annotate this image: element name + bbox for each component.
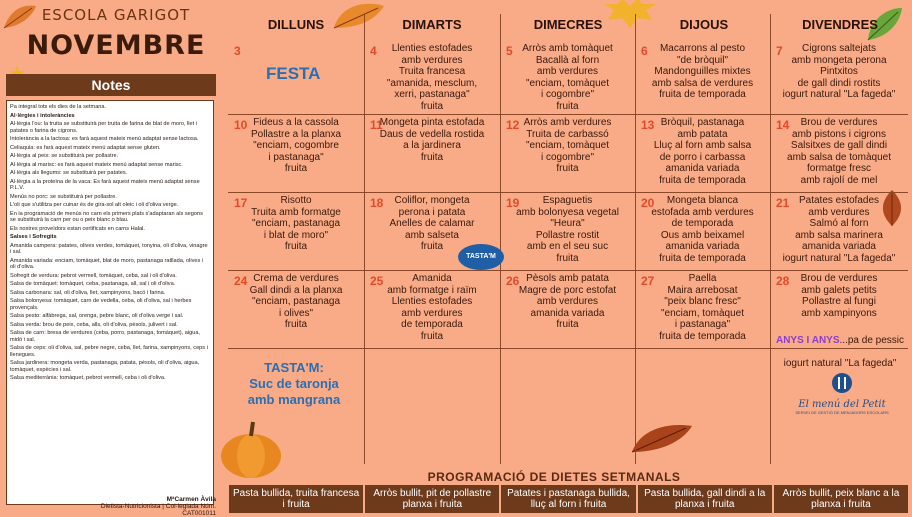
note-paragraph: Al·lèrgies i intoleràncies	[10, 112, 75, 119]
anys-suffix: ...pa de pessic	[839, 334, 904, 346]
note-paragraph: Salsa bolonyesa: tomàquet, carn de vedella, ceba, oli d'oliva, sal i herbes provençals.	[10, 298, 192, 311]
note-paragraph: Al·lèrgia a la proteïna de la vaca: Es farà aquest mateix menú adaptat sense P.L.V.	[10, 178, 200, 191]
weekday-thursday: DIJOUS	[679, 17, 729, 32]
school-name: ESCOLA GARIGOT	[41, 6, 191, 24]
day-menu: Mongeta blanca estofada amb verdures de temporada Ous amb beixamel amanida variada fruita de temporada	[651, 195, 754, 264]
day-number: 19	[506, 196, 520, 210]
day-number: 27	[641, 274, 655, 288]
diet-monday: Pasta bullida, truita francesa i fruita	[229, 485, 363, 513]
logo-text: El menú del Petit	[798, 399, 886, 410]
day-number: 12	[506, 118, 520, 132]
day-menu: Fideus a la cassola Pollastre a la planxa "enciam, cogombre i pastanaga" fruita	[250, 117, 342, 174]
note-paragraph: Salsa carbonara: sal, oli d'oliva, llet, xampinyons, bacó i farina.	[10, 289, 166, 296]
month-title: NOVEMBRE	[26, 30, 206, 61]
day-number: 14	[776, 118, 790, 132]
note-paragraph: Salsa de carn: bresa de verdures (ceba, porro, pastanaga, tomàquet), aigua, midó i sal.	[10, 330, 200, 343]
day-number: 6	[641, 44, 648, 58]
cutlery-logo-icon	[831, 372, 853, 394]
note-paragraph: Pa integral tots els dies de la setmana.	[10, 104, 107, 110]
note-paragraph: Al·lèrgia al marisc: es farà aquest mateix menú adaptat sense marisc.	[10, 161, 183, 168]
day-number: 7	[776, 44, 783, 58]
diets-title: PROGRAMACIÓ DE DIETES SETMANALS	[427, 470, 681, 484]
diets-row	[229, 485, 908, 513]
day-number: 21	[776, 196, 790, 210]
note-paragraph: Celiaquia: es farà aquest mateix menú adaptat sense gluten.	[10, 144, 161, 151]
autumn-leaf-icon	[2, 2, 38, 30]
day-number: 26	[506, 274, 520, 288]
day-menu: Risotto Truita amb formatge "enciam, pastanaga i blat de moro" fruita	[251, 195, 341, 252]
logo	[780, 372, 904, 415]
note-paragraph: Al·lèrgia als llegums: se substituirà per patates.	[10, 170, 128, 176]
day-menu: Brou de verdures amb galets petits Pollastre al fungi amb xampinyons	[800, 273, 878, 319]
day-number: 24	[234, 274, 248, 288]
festa-label: FESTA	[266, 64, 321, 83]
weekday-wednesday: DIMECRES	[533, 17, 603, 32]
signature-role: Dietista-Nutricionista | Col·legiada Núm. CAT001011	[100, 503, 216, 517]
note-paragraph: Intolerància a la lactosa: es farà aquest mateix menú adaptat sense lactosa.	[10, 136, 199, 142]
tastam-badge: TASTA'M	[458, 244, 504, 270]
note-paragraph: Salsa jardinera: mongeta verda, pastanaga, patata, pèsols, oli d'oliva, aigua, tomàquet, espècies i sal.	[10, 360, 200, 373]
day-number: 28	[776, 274, 790, 288]
anys-i-anys: ANYS I ANYS	[775, 334, 840, 346]
diet-thursday: Pasta bullida, gall dindi a la planxa i fruita	[638, 485, 772, 513]
day-menu: Arròs amb tomàquet Bacallà al forn amb verdures "enciam, tomàquet i cogombre" fruita	[522, 43, 613, 112]
diet-tuesday: Arròs bullit, pit de pollastre planxa i fruita	[365, 485, 499, 513]
day-number: 13	[641, 118, 655, 132]
weekday-tuesday: DIMARTS	[402, 17, 462, 32]
note-paragraph: Amanida variada: enciam, tomàquet, blat de moro, pastanaga ratllada, olives i oli d'oliva.	[10, 257, 204, 270]
day-menu: Amanida amb formatge i raïm Llenties estofades amb verdures de temporada fruita	[387, 273, 477, 342]
diet-wednesday: Patates i pastanaga bullida, lluç al forn i fruita	[501, 485, 635, 513]
day-number: 25	[370, 274, 384, 288]
note-paragraph: L'oli que s'utilitza per cuinar és de gira-sol alt oleic i oli d'oliva verge.	[10, 202, 179, 208]
day-menu: Llenties estofades amb verdures Truita francesa "amanida, mesclum, xerri, pastanaga" fruita	[386, 43, 478, 112]
day-menu: Coliflor, mongeta perona i patata Anelles de calamar amb salseta fruita	[389, 195, 475, 252]
signature-name: MªCarmen Àvila	[166, 496, 216, 503]
day-number: 4	[370, 44, 377, 58]
left-panel	[0, 0, 222, 517]
note-paragraph: Salsa de tomàquet: tomàquet, ceba, pastanaga, all, sal i oli d'oliva.	[10, 281, 176, 287]
anys-last: iogurt natural "La fageda"	[783, 357, 897, 369]
tastam-text: TASTA'M: Suc de taronja amb mangrana	[247, 360, 341, 407]
day-number: 18	[370, 196, 384, 210]
autumn-leaf-icon	[630, 420, 694, 456]
day-number: 11	[370, 118, 383, 132]
day-number: 20	[641, 196, 655, 210]
note-paragraph: En la programació de menús no carn els primers plats s'adaptaran als segons se substituirà la carn per ou o peix blanc o blau.	[10, 210, 203, 223]
logo-subtitle: SERVEI DE GESTIÓ DE MENJADORS ESCOLARS	[795, 410, 889, 415]
note-paragraph: Salsa mediterrània: tomàquet, pebrot vermell, ceba i oli d'oliva.	[10, 375, 166, 381]
note-paragraph: Al·lèrgia al peix: se substituirà per pollastre.	[10, 153, 119, 159]
notes-header: Notes	[6, 74, 216, 96]
day-menu: Pèsols amb patata Magre de porc estofat amb verdures amanida variada fruita	[518, 273, 617, 330]
note-paragraph: Sofregit de verdura: pebrot vermell, tomàquet, ceba, sal i oli d'oliva.	[10, 272, 177, 279]
note-paragraph: Els nostres proveïdors estan certificats en carns Halal.	[10, 225, 145, 232]
day-number: 10	[234, 118, 248, 132]
weekday-header	[228, 12, 908, 38]
note-paragraph: Salsa de ceps: oli d'oliva, sal, pebre negre, ceba, llet, farina, xampinyons, ceps i llenegues.	[10, 345, 208, 358]
day-menu: Macarrons al pesto "de bròquil" Mandonguilles mixtes amb salsa de verdures fruita de temporada	[651, 43, 754, 100]
day-menu: Bròquil, pastanaga amb patata Lluç al forn amb salsa de porro i carbassa amanida variada fruita de temporada	[653, 117, 752, 186]
note-paragraph: Salsa verda: brou de peix, ceba, alls, oli d'oliva, pèsols, julivert i sal.	[10, 321, 178, 328]
diet-friday: Arròs bullit, peix blanc a la planxa i fruita	[774, 485, 908, 513]
note-paragraph: Salsa pesto: alfàbrega, sal, orenga, pebre blanc, oli d'oliva verge i sal.	[10, 313, 184, 319]
note-paragraph: Menús no porc: se substituirà per pollastre.	[10, 193, 117, 200]
weekday-friday: DIVENDRES	[802, 17, 878, 32]
day-number: 5	[506, 44, 513, 58]
weekday-monday: DILLUNS	[267, 17, 325, 32]
note-paragraph: Al·lèrgia l'ou: la truita se substituirà per truita de farina de blat de moro, llet i patates o farina de cigrons.	[10, 121, 197, 134]
day-number: 17	[234, 196, 248, 210]
note-paragraph: Salses i Sofregits	[10, 234, 57, 240]
signature	[100, 496, 216, 517]
day-menu: Patates estofades amb verdures Salmó al forn amb salsa marinera amanida variada iogurt natural "La fageda"	[782, 195, 896, 264]
day-menu: Espaguetis amb bolonyesa vegetal "Heura" Pollastre rostit amb en el seu suc fruita	[516, 195, 619, 264]
day-menu: Cigrons saltejats amb mongeta perona Pintxitos de gall dindi rostits iogurt natural "La fageda"	[782, 43, 896, 100]
day-menu: Brou de verdures amb pistons i cigrons Salsitxes de gall dindi amb salsa de tomàquet formatge fresc amb rajolí de mel	[787, 117, 891, 186]
day-menu: Arròs amb verdures Truita de carbassó "enciam, tomàquet i cogombre" fruita	[523, 117, 612, 174]
day-menu: Paella Maira arrebosat "peix blanc fresc" "enciam, tomàquet i pastanaga" fruita de temporada	[659, 273, 746, 342]
day-number: 3	[234, 44, 241, 58]
day-menu: Mongeta pinta estofada Daus de vedella rostida a la jardinera fruita	[379, 117, 485, 163]
note-paragraph: Amanida campera: patates, olives verdes, tomàquet, tonyina, oli d'oliva, vinagre i sal.	[10, 242, 208, 255]
notes-box	[6, 100, 214, 505]
day-menu: Crema de verdures Gall dindi a la planxa "enciam, pastanaga i olives" fruita	[249, 273, 343, 330]
calendar-grid	[228, 12, 908, 38]
